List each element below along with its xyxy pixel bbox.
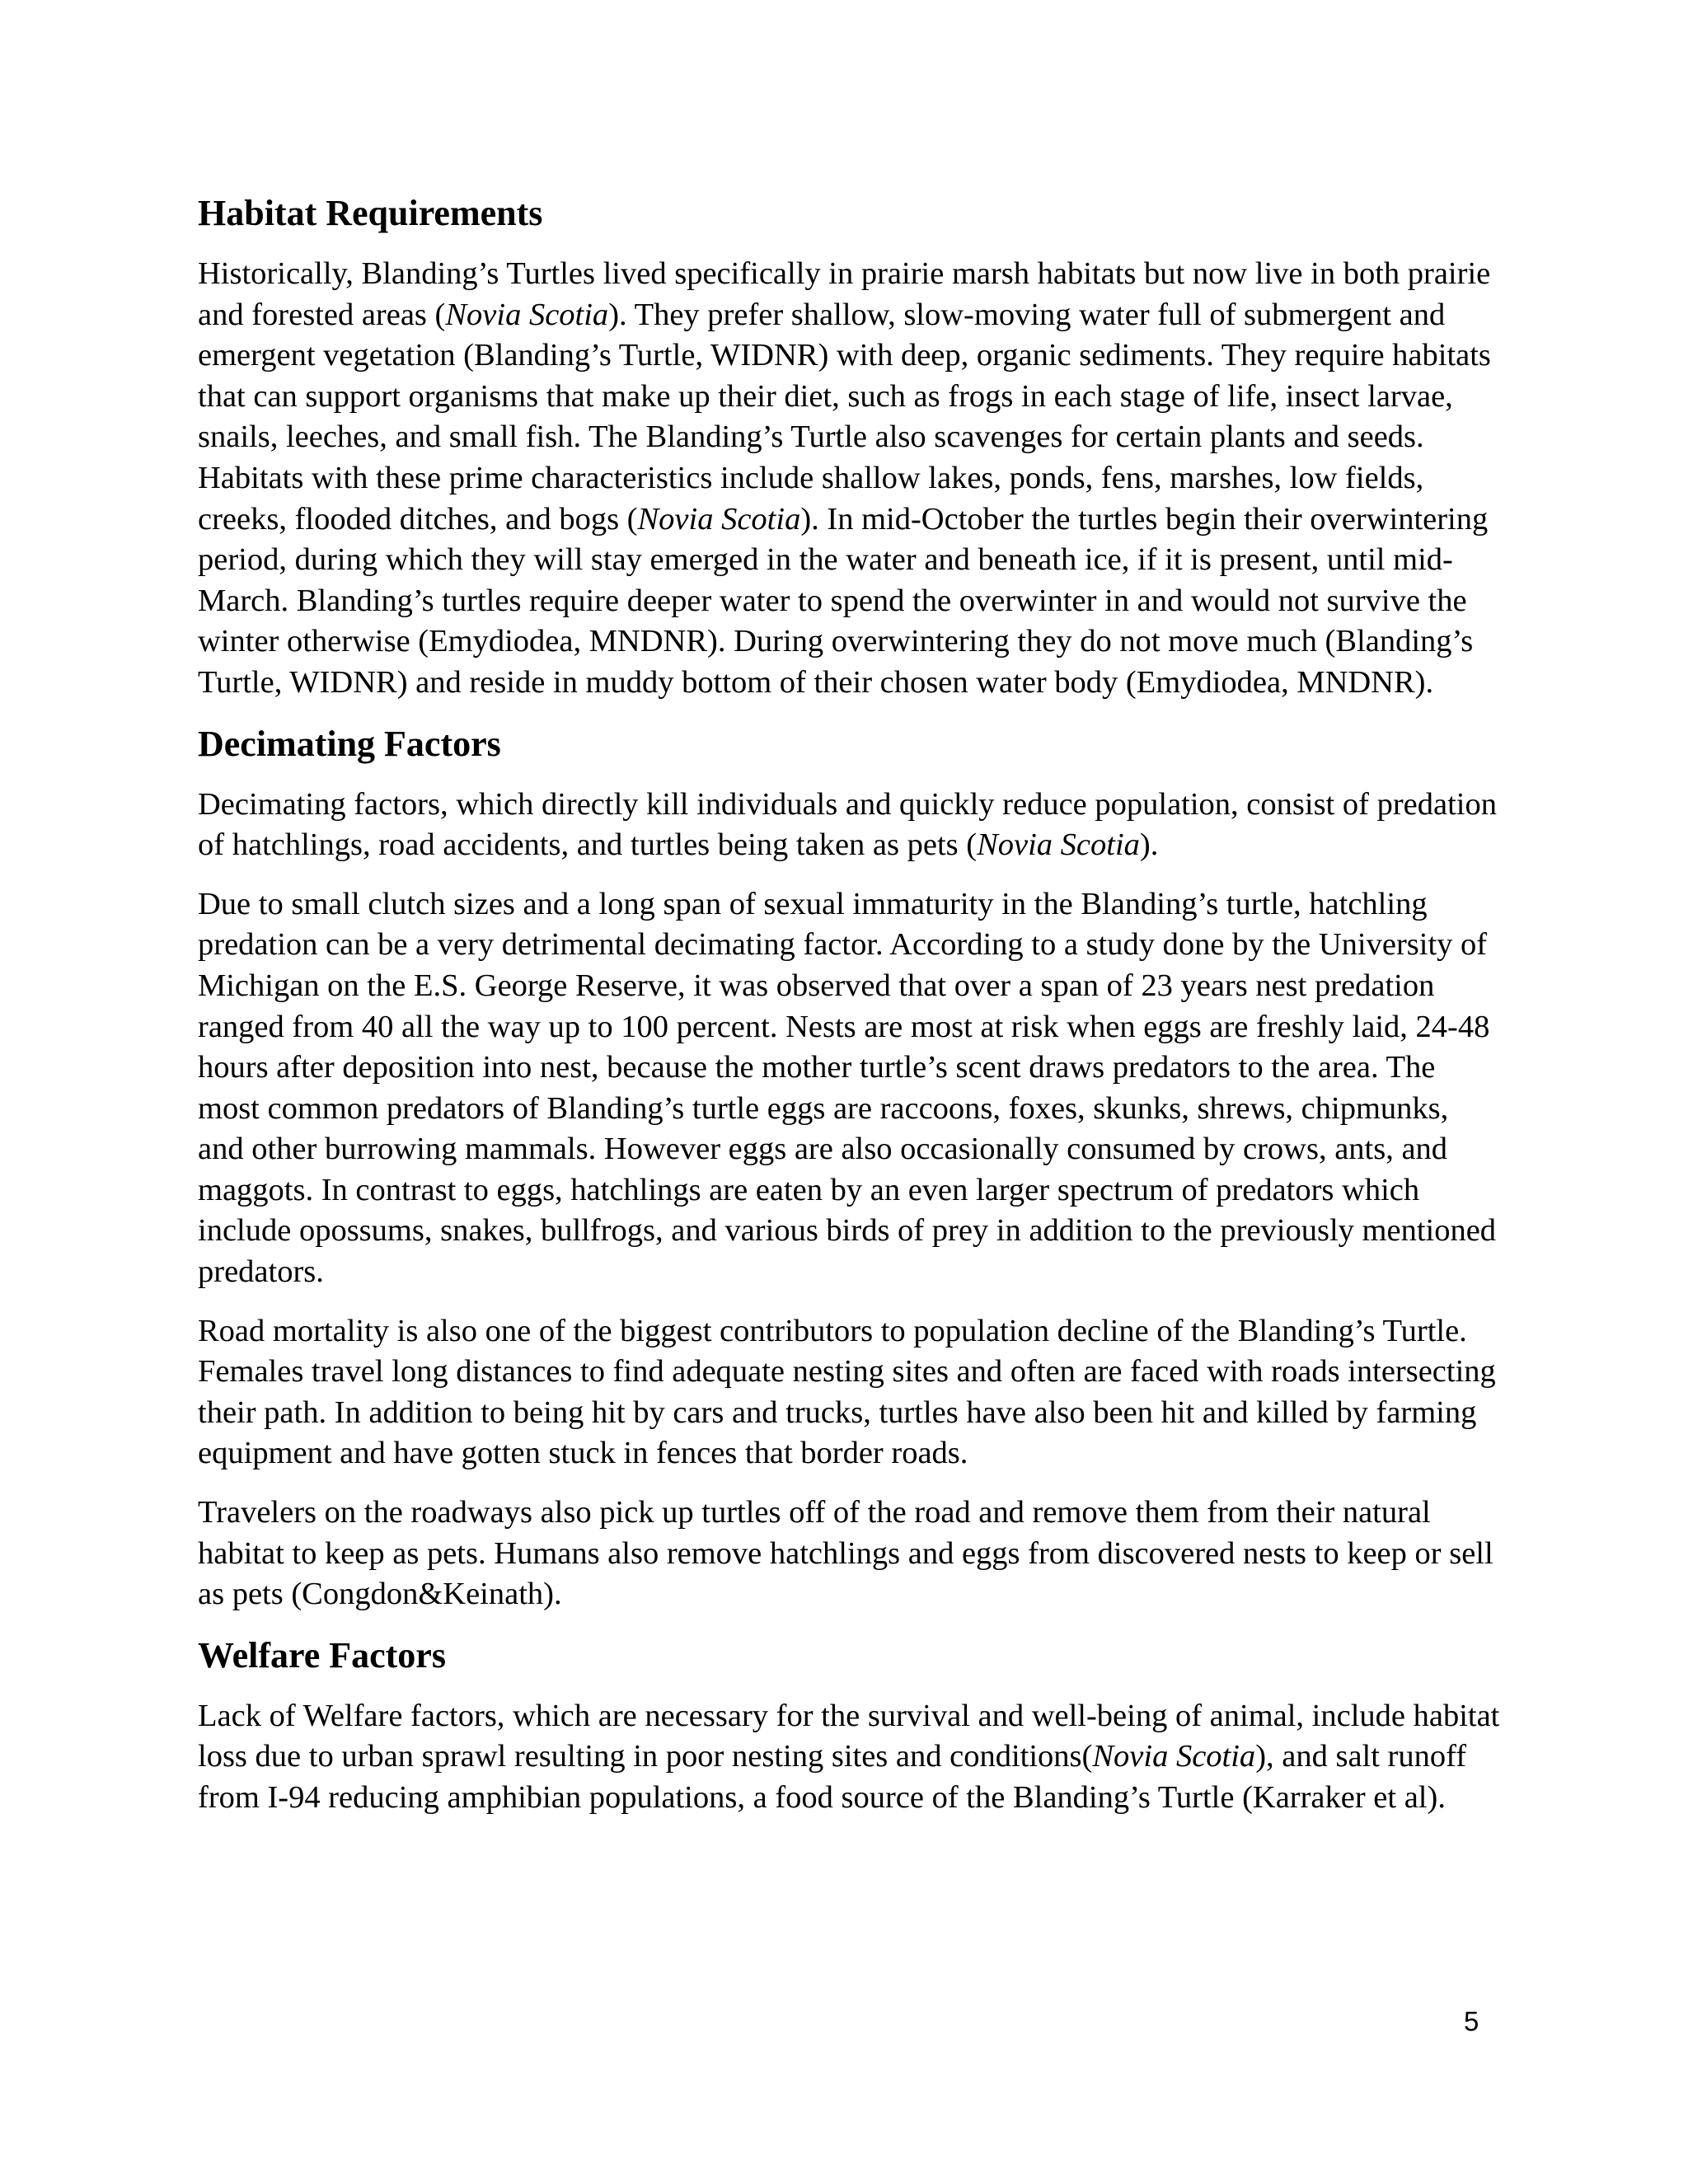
section-decimating-factors: [198, 722, 1500, 1615]
section-habitat-requirements: [198, 191, 1500, 704]
document-body: [198, 191, 1500, 1837]
page-number: 5: [1464, 2006, 1479, 2036]
paragraph: Historically, Blanding’s Turtles lived specifically in prairie marsh habitats but now live in both prairie and forested areas (Novia Scotia). They prefer shallow, slow-moving water full of submergent and emergent vegetation (Blanding’s Turtle, WIDNR) with deep, organic sediments. They require habitats that can support organisms that make up their diet, such as frogs in each stage of life, insect larvae, snails, leeches, and small fish. The Blanding’s Turtle also scavenges for certain plants and seeds. Habitats with these prime characteristics include shallow lakes, ponds, fens, marshes, low fields, creeks, flooded ditches, and bogs (Novia Scotia). In mid-October the turtles begin their overwintering period, during which they will stay emerged in the water and beneath ice, if it is present, until mid-March. Blanding’s turtles require deeper water to spend the overwinter in and would not survive the winter otherwise (Emydiodea, MNDNR). During overwintering they do not move much (Blanding’s Turtle, WIDNR) and reside in muddy bottom of their chosen water body (Emydiodea, MNDNR).: [198, 256, 1491, 700]
paragraph: Decimating factors, which directly kill individuals and quickly reduce population, consist of predation of hatchlings, road accidents, and turtles being taken as pets (Novia Scotia).: [198, 786, 1497, 863]
paragraph: Travelers on the roadways also pick up turtles off of the road and remove them from their natural habitat to keep as pets. Humans also remove hatchlings and eggs from discovered nests to keep or sell as pets (Congdon&Keinath).: [198, 1495, 1493, 1612]
section-heading: Habitat Requirements: [198, 193, 543, 233]
paragraph: Lack of Welfare factors, which are necessary for the survival and well-being of animal, include habitat loss due to urban sprawl resulting in poor nesting sites and conditions(Novia Scotia), and salt runoff from I-94 reducing amphibian populations, a food source of the Blanding’s Turtle (Karraker et al).: [198, 1698, 1500, 1815]
section-welfare-factors: [198, 1633, 1500, 1819]
paragraph: Road mortality is also one of the biggest contributors to population decline of the Blanding’s Turtle. Females travel long distances to find adequate nesting sites and often are faced with roads intersecting their path. In addition to being hit by cars and trucks, turtles have also been hit and killed by farming equipment and have gotten stuck in fences that border roads.: [198, 1313, 1496, 1471]
section-heading: Decimating Factors: [198, 723, 501, 764]
paragraph: Due to small clutch sizes and a long span of sexual immaturity in the Blanding’s turtle, hatchling predation can be a very detrimental decimating factor. According to a study done by the University of Michigan on the E.S. George Reserve, it was observed that over a span of 23 years nest predation ranged from 40 all the way up to 100 percent. Nests are most at risk when eggs are freshly laid, 24-48 hours after deposition into nest, because the mother turtle’s scent draws predators to the area. The most common predators of Blanding’s turtle eggs are raccoons, foxes, skunks, shrews, chipmunks, and other burrowing mammals. However eggs are also occasionally consumed by crows, ants, and maggots. In contrast to eggs, hatchlings are eaten by an even larger spectrum of predators which include opossums, snakes, bullfrogs, and various birds of prey in addition to the previously mentioned predators.: [198, 886, 1497, 1290]
section-heading: Welfare Factors: [198, 1634, 446, 1675]
